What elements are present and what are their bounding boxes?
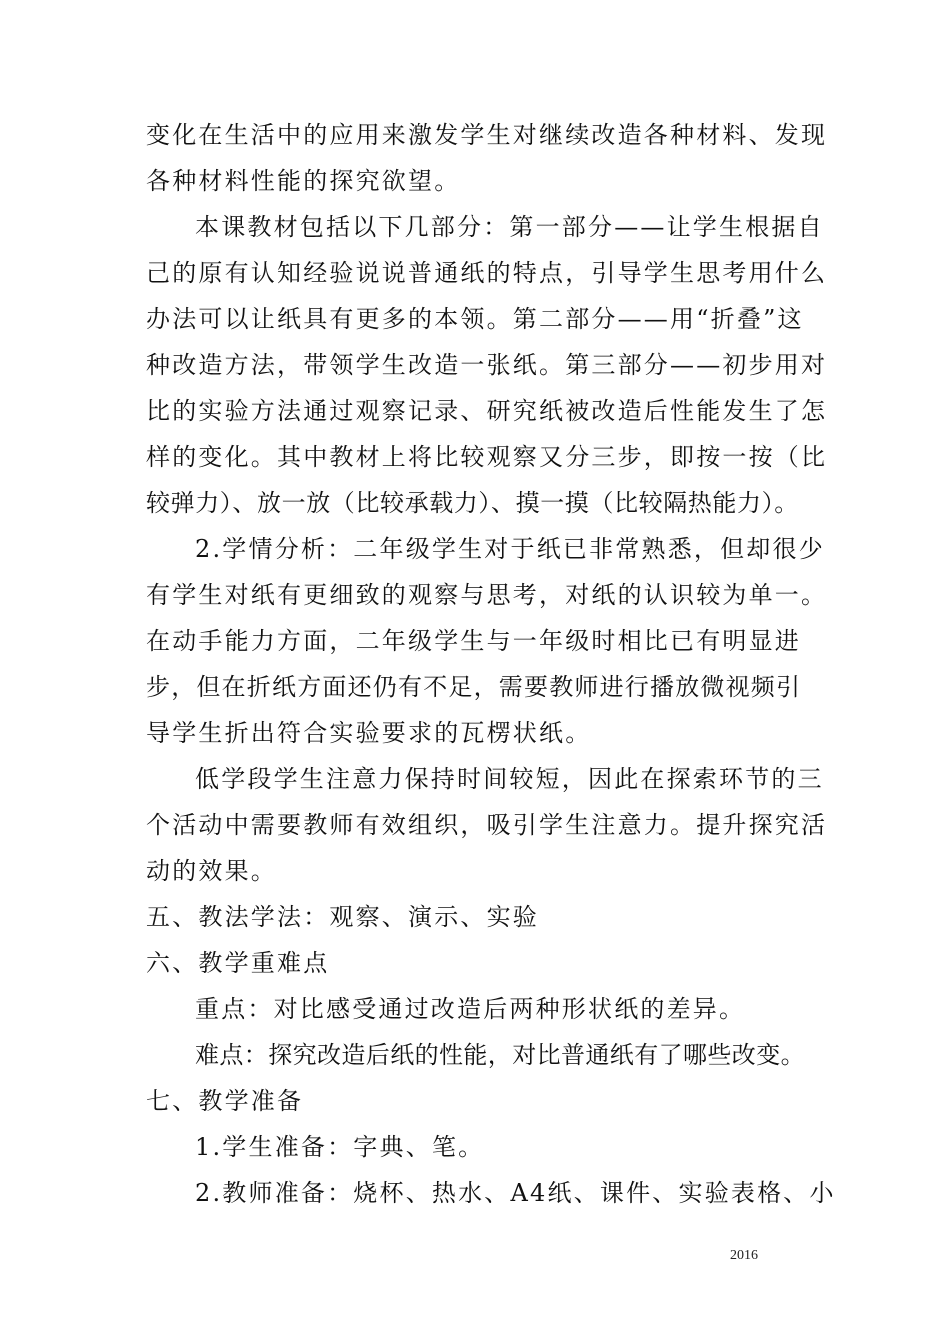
text-line: 动的效果。	[146, 857, 277, 885]
section-heading: 五、教法学法：观察、演示、实验	[146, 903, 539, 931]
text-line: 2.学情分析：二年级学生对于纸已非常熟悉，但却很少	[195, 535, 825, 563]
text-line: 2.教师准备：烧杯、热水、A4纸、课件、实验表格、小	[195, 1179, 836, 1207]
text-line: 在动手能力方面，二年级学生与一年级时相比已有明显进	[146, 627, 801, 655]
text-line: 导学生折出符合实验要求的瓦楞状纸。	[146, 719, 592, 747]
text-line: 低学段学生注意力保持时间较短，因此在探索环节的三	[195, 765, 824, 793]
text-line: 办法可以让纸具有更多的本领。第二部分——用“折叠”这	[146, 305, 804, 333]
section-heading: 六、教学重难点	[146, 949, 330, 977]
text-line: 较弹力）、放一放（比较承载力）、摸一摸（比较隔热能力）。	[146, 489, 799, 517]
text-line: 变化在生活中的应用来激发学生对继续改造各种材料、发现	[146, 121, 828, 149]
text-line: 1.学生准备：字典、笔。	[195, 1133, 485, 1161]
text-line: 比的实验方法通过观察记录、研究纸被改造后性能发生了怎	[146, 397, 828, 425]
section-heading: 七、教学准备	[146, 1087, 304, 1115]
page-number: 2016	[730, 1248, 758, 1263]
text-line: 各种材料性能的探究欲望。	[146, 167, 461, 195]
text-line: 重点：对比感受通过改造后两种形状纸的差异。	[195, 995, 746, 1023]
text-line: 样的变化。其中教材上将比较观察又分三步，即按一按（比	[146, 443, 828, 471]
text-line: 种改造方法，带领学生改造一张纸。第三部分——初步用对	[146, 351, 828, 379]
text-line: 个活动中需要教师有效组织，吸引学生注意力。提升探究活	[146, 811, 828, 839]
text-line: 有学生对纸有更细致的观察与思考，对纸的认识较为单一。	[146, 581, 828, 609]
text-line: 难点：探究改造后纸的性能，对比普通纸有了哪些改变。	[195, 1041, 805, 1069]
text-line: 本课教材包括以下几部分：第一部分——让学生根据自	[195, 213, 824, 241]
text-line: 步，但在折纸方面还仍有不足，需要教师进行播放微视频引	[146, 673, 802, 701]
text-line: 己的原有认知经验说说普通纸的特点，引导学生思考用什么	[146, 259, 828, 287]
